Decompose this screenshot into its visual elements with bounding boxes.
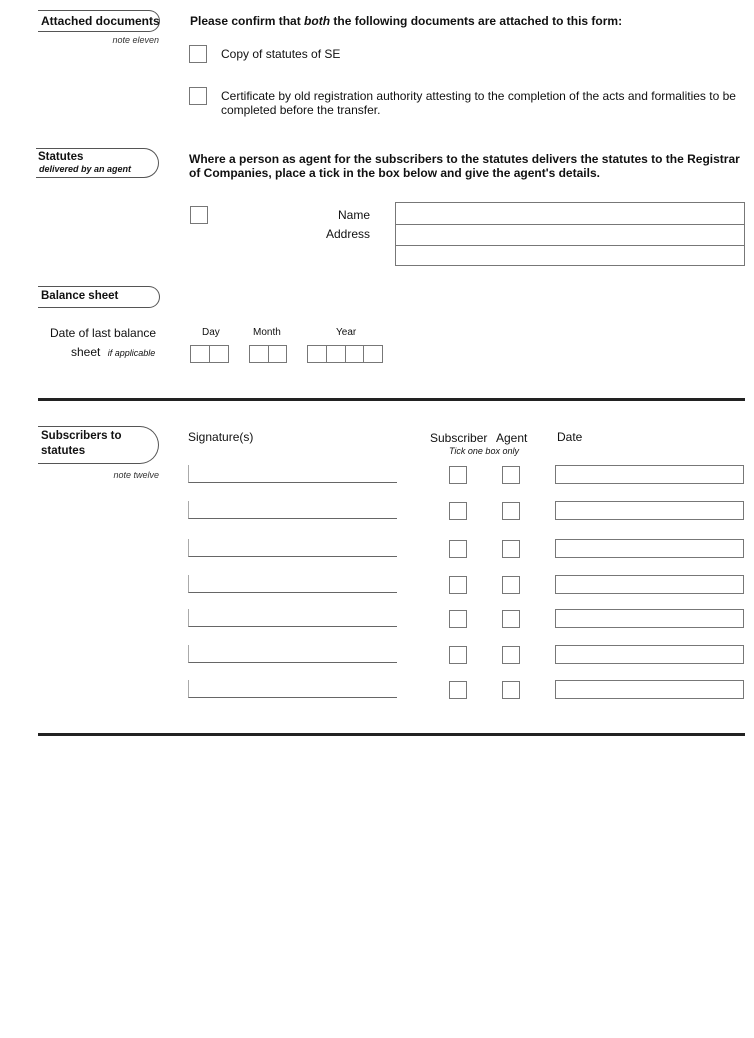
certificate-label-line2: completed before the transfer. — [221, 103, 381, 117]
agent-checkbox[interactable] — [502, 502, 520, 520]
agent-checkbox[interactable] — [502, 576, 520, 594]
agent-address-label: Address — [326, 227, 371, 241]
month-digit-2[interactable] — [268, 345, 287, 363]
agent-header: Agent — [496, 431, 528, 445]
agent-checkbox[interactable] — [502, 646, 520, 664]
date-field[interactable] — [555, 539, 744, 558]
year-digit-3[interactable] — [345, 345, 364, 363]
subscriber-checkbox[interactable] — [449, 610, 467, 628]
subscribers-title-line2: statutes — [41, 445, 86, 457]
year-digit-2[interactable] — [326, 345, 346, 363]
subscribers-note: note twelve — [113, 470, 159, 480]
year-label: Year — [336, 327, 357, 338]
agent-delivery-checkbox[interactable] — [190, 206, 208, 224]
statutes-copy-checkbox[interactable] — [189, 45, 207, 63]
subscriber-checkbox[interactable] — [449, 681, 467, 699]
subscriber-checkbox[interactable] — [449, 540, 467, 558]
signature-field[interactable] — [188, 539, 397, 557]
agent-checkbox[interactable] — [502, 466, 520, 484]
signature-field[interactable] — [188, 465, 397, 483]
agent-name-input[interactable] — [396, 203, 744, 225]
agent-checkbox[interactable] — [502, 681, 520, 699]
instruction-emphasis: both — [304, 14, 331, 28]
agent-address-input-line1[interactable] — [396, 225, 744, 246]
statutes-instruction-line2: of Companies, place a tick in the box below and give the agent's details. — [189, 166, 600, 180]
balance-date-label-sheet: sheet — [71, 345, 101, 359]
subscribers-title-line1: Subscribers to — [41, 430, 122, 442]
subscriber-checkbox[interactable] — [449, 576, 467, 594]
section-divider-top — [38, 398, 745, 401]
date-field[interactable] — [555, 609, 744, 628]
day-digit-2[interactable] — [209, 345, 229, 363]
attached-documents-title: Attached documents — [41, 14, 160, 28]
agent-checkbox[interactable] — [502, 610, 520, 628]
section-divider-bottom — [38, 733, 745, 736]
year-digit-1[interactable] — [307, 345, 327, 363]
balance-sheet-title: Balance sheet — [41, 290, 119, 302]
attached-documents-instruction — [190, 14, 622, 28]
attached-documents-note: note eleven — [112, 35, 159, 45]
subscriber-header: Subscriber — [430, 431, 488, 445]
instruction-post: the following documents are attached to this form: — [330, 14, 623, 28]
signature-field[interactable] — [188, 645, 397, 663]
instruction-pre: Please confirm that — [190, 14, 305, 28]
signature-field[interactable] — [188, 501, 397, 519]
month-digit-1[interactable] — [249, 345, 269, 363]
year-digit-4[interactable] — [363, 345, 383, 363]
month-label: Month — [253, 327, 281, 338]
subscriber-checkbox[interactable] — [449, 646, 467, 664]
agent-name-label: Name — [338, 208, 371, 222]
date-field[interactable] — [555, 465, 744, 484]
agent-checkbox[interactable] — [502, 540, 520, 558]
subscriber-checkbox[interactable] — [449, 466, 467, 484]
day-digit-1[interactable] — [190, 345, 210, 363]
certificate-label-line1: Certificate by old registration authority attesting to the completion of the acts and formalities to be — [221, 89, 736, 103]
date-field[interactable] — [555, 645, 744, 664]
agent-details-fields — [395, 202, 745, 266]
certificate-checkbox[interactable] — [189, 87, 207, 105]
agent-address-input-line2[interactable] — [396, 246, 744, 265]
date-field[interactable] — [555, 680, 744, 699]
date-header: Date — [557, 430, 583, 444]
balance-date-label-line1: Date of last balance — [50, 326, 157, 340]
subscriber-checkbox[interactable] — [449, 502, 467, 520]
day-label: Day — [202, 327, 220, 338]
statutes-instruction-line1: Where a person as agent for the subscribers to the statutes delivers the statutes to the Registrar — [189, 152, 740, 166]
signature-field[interactable] — [188, 575, 397, 593]
balance-date-label-line2 — [71, 345, 155, 359]
statutes-copy-label: Copy of statutes of SE — [221, 47, 341, 61]
date-field[interactable] — [555, 501, 744, 520]
signature-field[interactable] — [188, 680, 397, 698]
tick-one-note: Tick one box only — [449, 446, 519, 456]
statutes-title: Statutes — [38, 151, 84, 163]
signature-field[interactable] — [188, 609, 397, 627]
statutes-subtitle: delivered by an agent — [39, 164, 132, 174]
date-field[interactable] — [555, 575, 744, 594]
signature-header: Signature(s) — [188, 430, 254, 444]
if-applicable-note: if applicable — [107, 348, 156, 358]
